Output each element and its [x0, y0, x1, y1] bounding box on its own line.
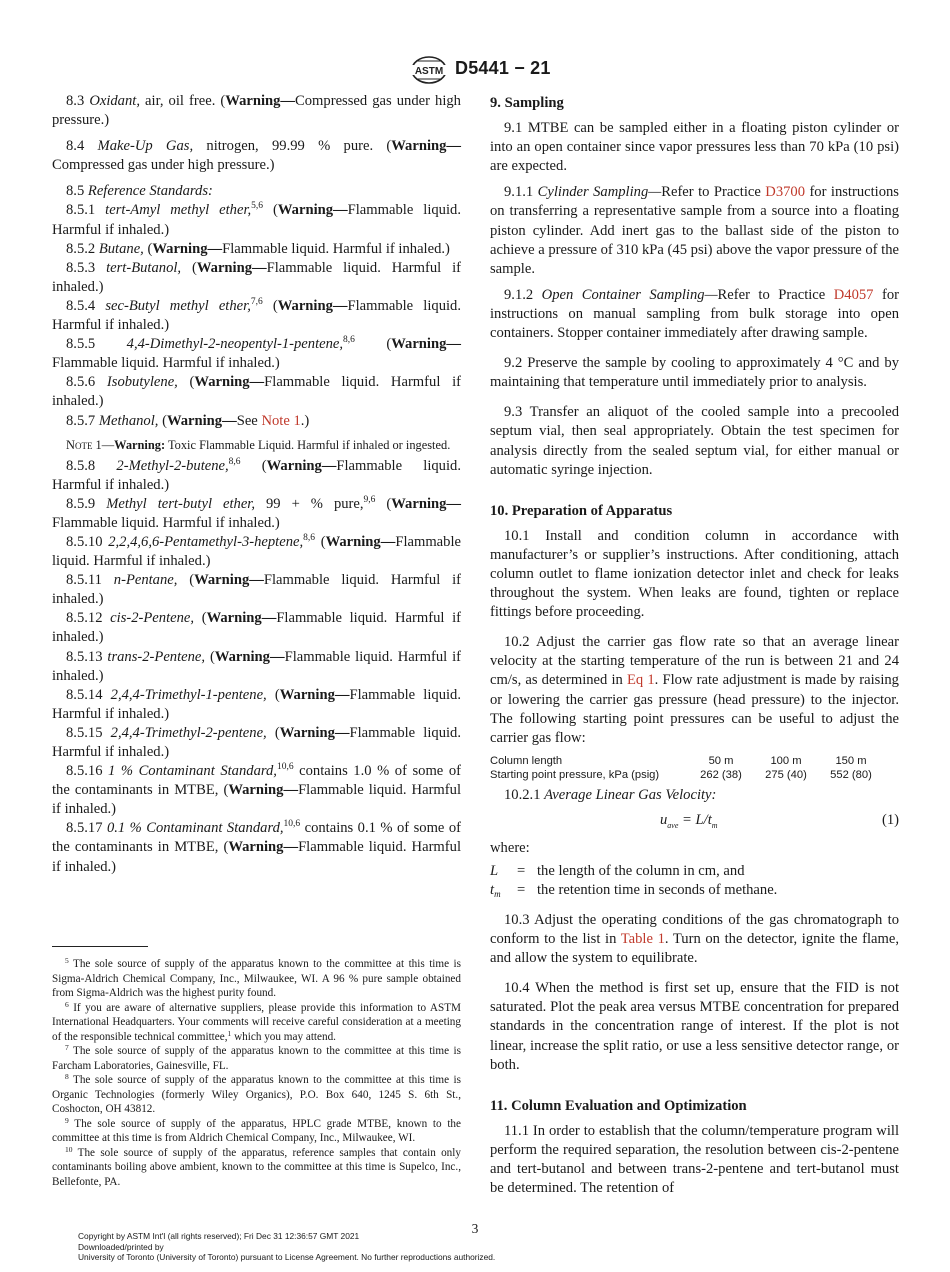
reference-standard-item: 8.5.2 Butane, (Warning—Flammable liquid. Harmful if inhaled.) — [66, 240, 450, 257]
reference-standard-item: 8.5.14 2,4,4-Trimethyl-1-pentene, (Warning—Flammable liquid. Harmful if inhaled.) — [52, 686, 462, 722]
footnote: $^7$ The sole source of supply of the apparatus known to the committee at this time is Farcham Laboratories, Gainesville, FL. — [52, 1043, 461, 1072]
section-11-heading: 11. Column Evaluation and Optimization — [490, 1097, 747, 1114]
paragraph-10-2-1: 10.2.1 Average Linear Gas Velocity: — [504, 786, 717, 803]
paragraph-9-3: 9.3 Transfer an aliquot of the cooled sample into a precooled septum vial, then seal appropriately. Obtain the test specimen for analysis directly from the sealed septum vial, for either manual or automatic syringe injection. — [490, 404, 899, 478]
definition-symbol: L — [490, 863, 499, 879]
reference-standard-item: 8.5.10 2,2,4,6,6-Pentamethyl-3-heptene,$^{8,6}$ (Warning—Flammable liquid. Harmful if inhaled.) — [52, 532, 461, 570]
footnotes — [52, 957, 461, 1189]
reference-standards-list-b — [52, 457, 461, 877]
equation-number: (1) — [881, 811, 899, 828]
paragraph-11-1: 11.1 In order to establish that the column/temperature program will perform the required separation, the resolution between cis-2-pentene and tert-butanol and between trans-2-pentene and tert-butanol must be determined. The retention of — [490, 1122, 899, 1197]
table-cell: 552 (80) — [830, 768, 872, 781]
copyright-line: Downloaded/printed by — [78, 1241, 164, 1252]
paragraph-9-1-2: 9.1.2 Open Container Sampling—Refer to Practice D4057 for instructions on manual sampling from bulk storage into open containers. Stopper container immediately after drawing sample. — [490, 286, 899, 342]
paragraph-9-2: 9.2 Preserve the sample by cooling to approximately 4 °C and by maintaining that temperature until immediately prior to analysis. — [490, 355, 899, 391]
reference-standard-item: 8.5.5 4,4-Dimethyl-2-neopentyl-1-pentene,$^{8,6}$ (Warning—Flammable liquid. Harmful if inhaled.) — [52, 335, 461, 372]
definition-row — [490, 862, 899, 881]
paragraph-8-3: 8.3 Oxidant, air, oil free. (Warning—Compressed gas under high pressure.) — [52, 93, 461, 129]
paragraph-9-1-1: 9.1.1 Cylinder Sampling—Refer to Practice D3700 for instructions on transferring a representative sample from a source into a floating piston cylinder. Add inert gas to the ballast side of the piston to achieve a pressure of 310 kPa (45 psi) above the vapor pressure of the sample. — [490, 184, 899, 277]
d4057-link[interactable]: D4057 — [833, 286, 874, 303]
paragraph-10-3: 10.3 Adjust the operating conditions of the gas chromatograph to conform to the list in Table 1. Turn on the detector, ignite the flame, and allow the system to equilibrate. — [490, 912, 899, 967]
reference-standard-item: 8.5.13 trans-2-Pentene, (Warning—Flammable liquid. Harmful if inhaled.) — [52, 648, 461, 684]
reference-standard-item: 8.5.15 2,4,4-Trimethyl-2-pentene, (Warning—Flammable liquid. Harmful if inhaled.) — [52, 724, 462, 760]
copyright-line: Copyright by ASTM Int'l (all rights reserved); Fri Dec 31 12:36:57 GMT 2021 — [78, 1231, 360, 1241]
definition-text: the length of the column in cm, and — [537, 863, 745, 879]
copyright-notice — [78, 1231, 495, 1263]
copyright-line: University of Toronto (University of Toronto) pursuant to License Agreement. No further reproductions authorized. — [78, 1252, 496, 1262]
reference-standard-item: 8.5.11 n-Pentane, (Warning—Flammable liquid. Harmful if inhaled.) — [52, 572, 462, 608]
footnote: $^9$ The sole source of supply of the apparatus, HPLC grade MTBE, known to the committee at this time is from Aldrich Chemical Company, Inc., Milwaukee, WI. — [52, 1115, 461, 1144]
table-cell: 275 (40) — [765, 768, 807, 781]
svg-text:ASTM: ASTM — [414, 66, 444, 77]
reference-standard-item: 8.5.16 1 % Contaminant Standard,$^{10,6}$ contains 1.0 % of some of the contaminants in MTBE, (Warning—Flammable liquid. Harmful if inhaled.) — [52, 762, 461, 818]
right-column — [490, 92, 899, 1198]
paragraph-8-5-7: 8.5.7 Methanol, (Warning—See Note 1.) — [66, 412, 310, 429]
table-cell: 262 (38) — [700, 768, 742, 781]
left-column — [52, 92, 461, 877]
paragraph-10-4: 10.4 When the method is first set up, ensure that the FID is not saturated. Plot the peak area versus MTBE concentration for prepared standards in the concentration range of interest. If the plot is not linear, increase the split ratio, or use a less sensitive detector range, or both. — [490, 980, 899, 1073]
paragraph-10-2: 10.2 Adjust the carrier gas flow rate so that an average linear velocity at the starting temperature of the run is between 21 and 24 cm/s, as determined in Eq 1. Flow rate adjustment is made by raising or lowering the carrier gas pressure (head pressure) to the injector. The following starting point pressures can be useful to adjust the carrier gas flow: — [490, 634, 899, 746]
table-row — [490, 768, 882, 782]
section-10-heading: 10. Preparation of Apparatus — [490, 502, 673, 519]
definition-equals: = — [517, 882, 526, 898]
reference-standard-item: 8.5.8 2-Methyl-2-butene,$^{8,6}$ (Warning—Flammable liquid. Harmful if inhaled.) — [52, 456, 461, 493]
table-cell: 150 m — [835, 754, 867, 767]
footnote: $^8$ The sole source of supply of the apparatus known to the committee at this time is Organic Technologies (formerly Wiley Organics), P.O. Box 640, 1245 S. 6th St., Coshocton, OH 43812. — [52, 1072, 461, 1115]
footnote: $^6$ If you are aware of alternative suppliers, please provide this information to ASTM International Headquarters. Your comments will receive careful consideration at a meeting of the responsible technical committee,$^1$ which you may attend. — [52, 999, 461, 1043]
document-id: D5441 − 21 — [455, 58, 551, 78]
eq-1-link[interactable]: Eq 1 — [627, 672, 655, 689]
definition-text: the retention time in seconds of methane. — [537, 882, 778, 898]
reference-standard-item: 8.5.17 0.1 % Contaminant Standard,$^{10,6}$ contains 0.1 % of some of the contaminants in MTBE, (Warning—Flammable liquid. Harmful if inhaled.) — [52, 819, 461, 875]
page-number: 3 — [471, 1221, 479, 1236]
paragraph-9-1: 9.1 MTBE can be sampled either in a floating piston cylinder or into an open container since vapor pressures less than 70 kPa (10 psi) are expected. — [490, 120, 899, 175]
where-label: where: — [490, 839, 530, 856]
variable-definitions — [490, 862, 899, 900]
reference-standard-item: 8.5.9 Methyl tert-butyl ether, 99 + % pure,$^{9,6}$ (Warning—Flammable liquid. Harmful if inhaled.) — [52, 494, 462, 531]
note-1: Note 1—Warning: Toxic Flammable Liquid. Harmful if inhaled or ingested. — [66, 437, 451, 452]
table-cell: Starting point pressure, kPa (psig) — [490, 768, 660, 781]
footnote: $^{10}$ The sole source of supply of the apparatus, reference samples that contain only contaminants boiling above ambient, known to the committee at this time is Supelco, Inc., Bellefonte, PA. — [52, 1144, 461, 1188]
table-cell: 100 m — [770, 754, 802, 767]
footnote-divider — [52, 946, 148, 947]
d3700-link[interactable]: D3700 — [765, 184, 806, 201]
starting-pressure-table — [490, 754, 882, 782]
table-1-link[interactable]: Table 1 — [620, 931, 665, 948]
reference-standard-item: 8.5.4 sec-Butyl methyl ether,$^{7,6}$ (Warning—Flammable liquid. Harmful if inhaled.) — [52, 296, 461, 334]
table-cell: Column length — [490, 754, 563, 767]
paragraph-8-5: 8.5 Reference Standards: — [66, 183, 213, 200]
table-row — [490, 754, 882, 768]
equation-1 — [490, 809, 899, 833]
definition-row — [490, 881, 899, 900]
paragraph-10-1: 10.1 Install and condition column in accordance with manufacturer’s or supplier’s instructions. After conditioning, attach column outlet to flame ionization detector inlet and check for leaks throughout the system. When leaks are found, tighten or replace fittings before proceeding. — [490, 527, 899, 621]
astm-logo-icon — [408, 55, 450, 85]
equation-expression: $u_{ave} = L/t_m$ — [660, 811, 718, 830]
reference-standard-item: 8.5.6 Isobutylene, (Warning—Flammable liquid. Harmful if inhaled.) — [52, 374, 461, 410]
page-header — [0, 55, 950, 87]
reference-standard-item: 8.5.1 tert-Amyl methyl ether,$^{5,6}$ (Warning—Flammable liquid. Harmful if inhaled.) — [52, 201, 461, 238]
paragraph-8-4: 8.4 Make-Up Gas, nitrogen, 99.99 % pure. (Warning—Compressed gas under high pressure.) — [52, 138, 462, 174]
section-9-heading: 9. Sampling — [490, 95, 564, 111]
definition-symbol: $t_m$ — [490, 882, 501, 899]
reference-standards-list-a — [52, 201, 461, 411]
table-cell: 50 m — [708, 754, 734, 767]
reference-standard-item: 8.5.3 tert-Butanol, (Warning—Flammable liquid. Harmful if inhaled.) — [52, 259, 462, 295]
footnote: $^5$ The sole source of supply of the apparatus known to the committee at this time is Sigma-Aldrich Chemical Company, Inc., Milwaukee, WI. A 96 % pure sample obtained from Sigma-Aldrich was the highest purity found. — [52, 956, 461, 999]
note-1-link[interactable]: Note 1 — [261, 412, 301, 429]
reference-standard-item: 8.5.12 cis-2-Pentene, (Warning—Flammable liquid. Harmful if inhaled.) — [52, 610, 462, 646]
definition-equals: = — [517, 863, 526, 879]
